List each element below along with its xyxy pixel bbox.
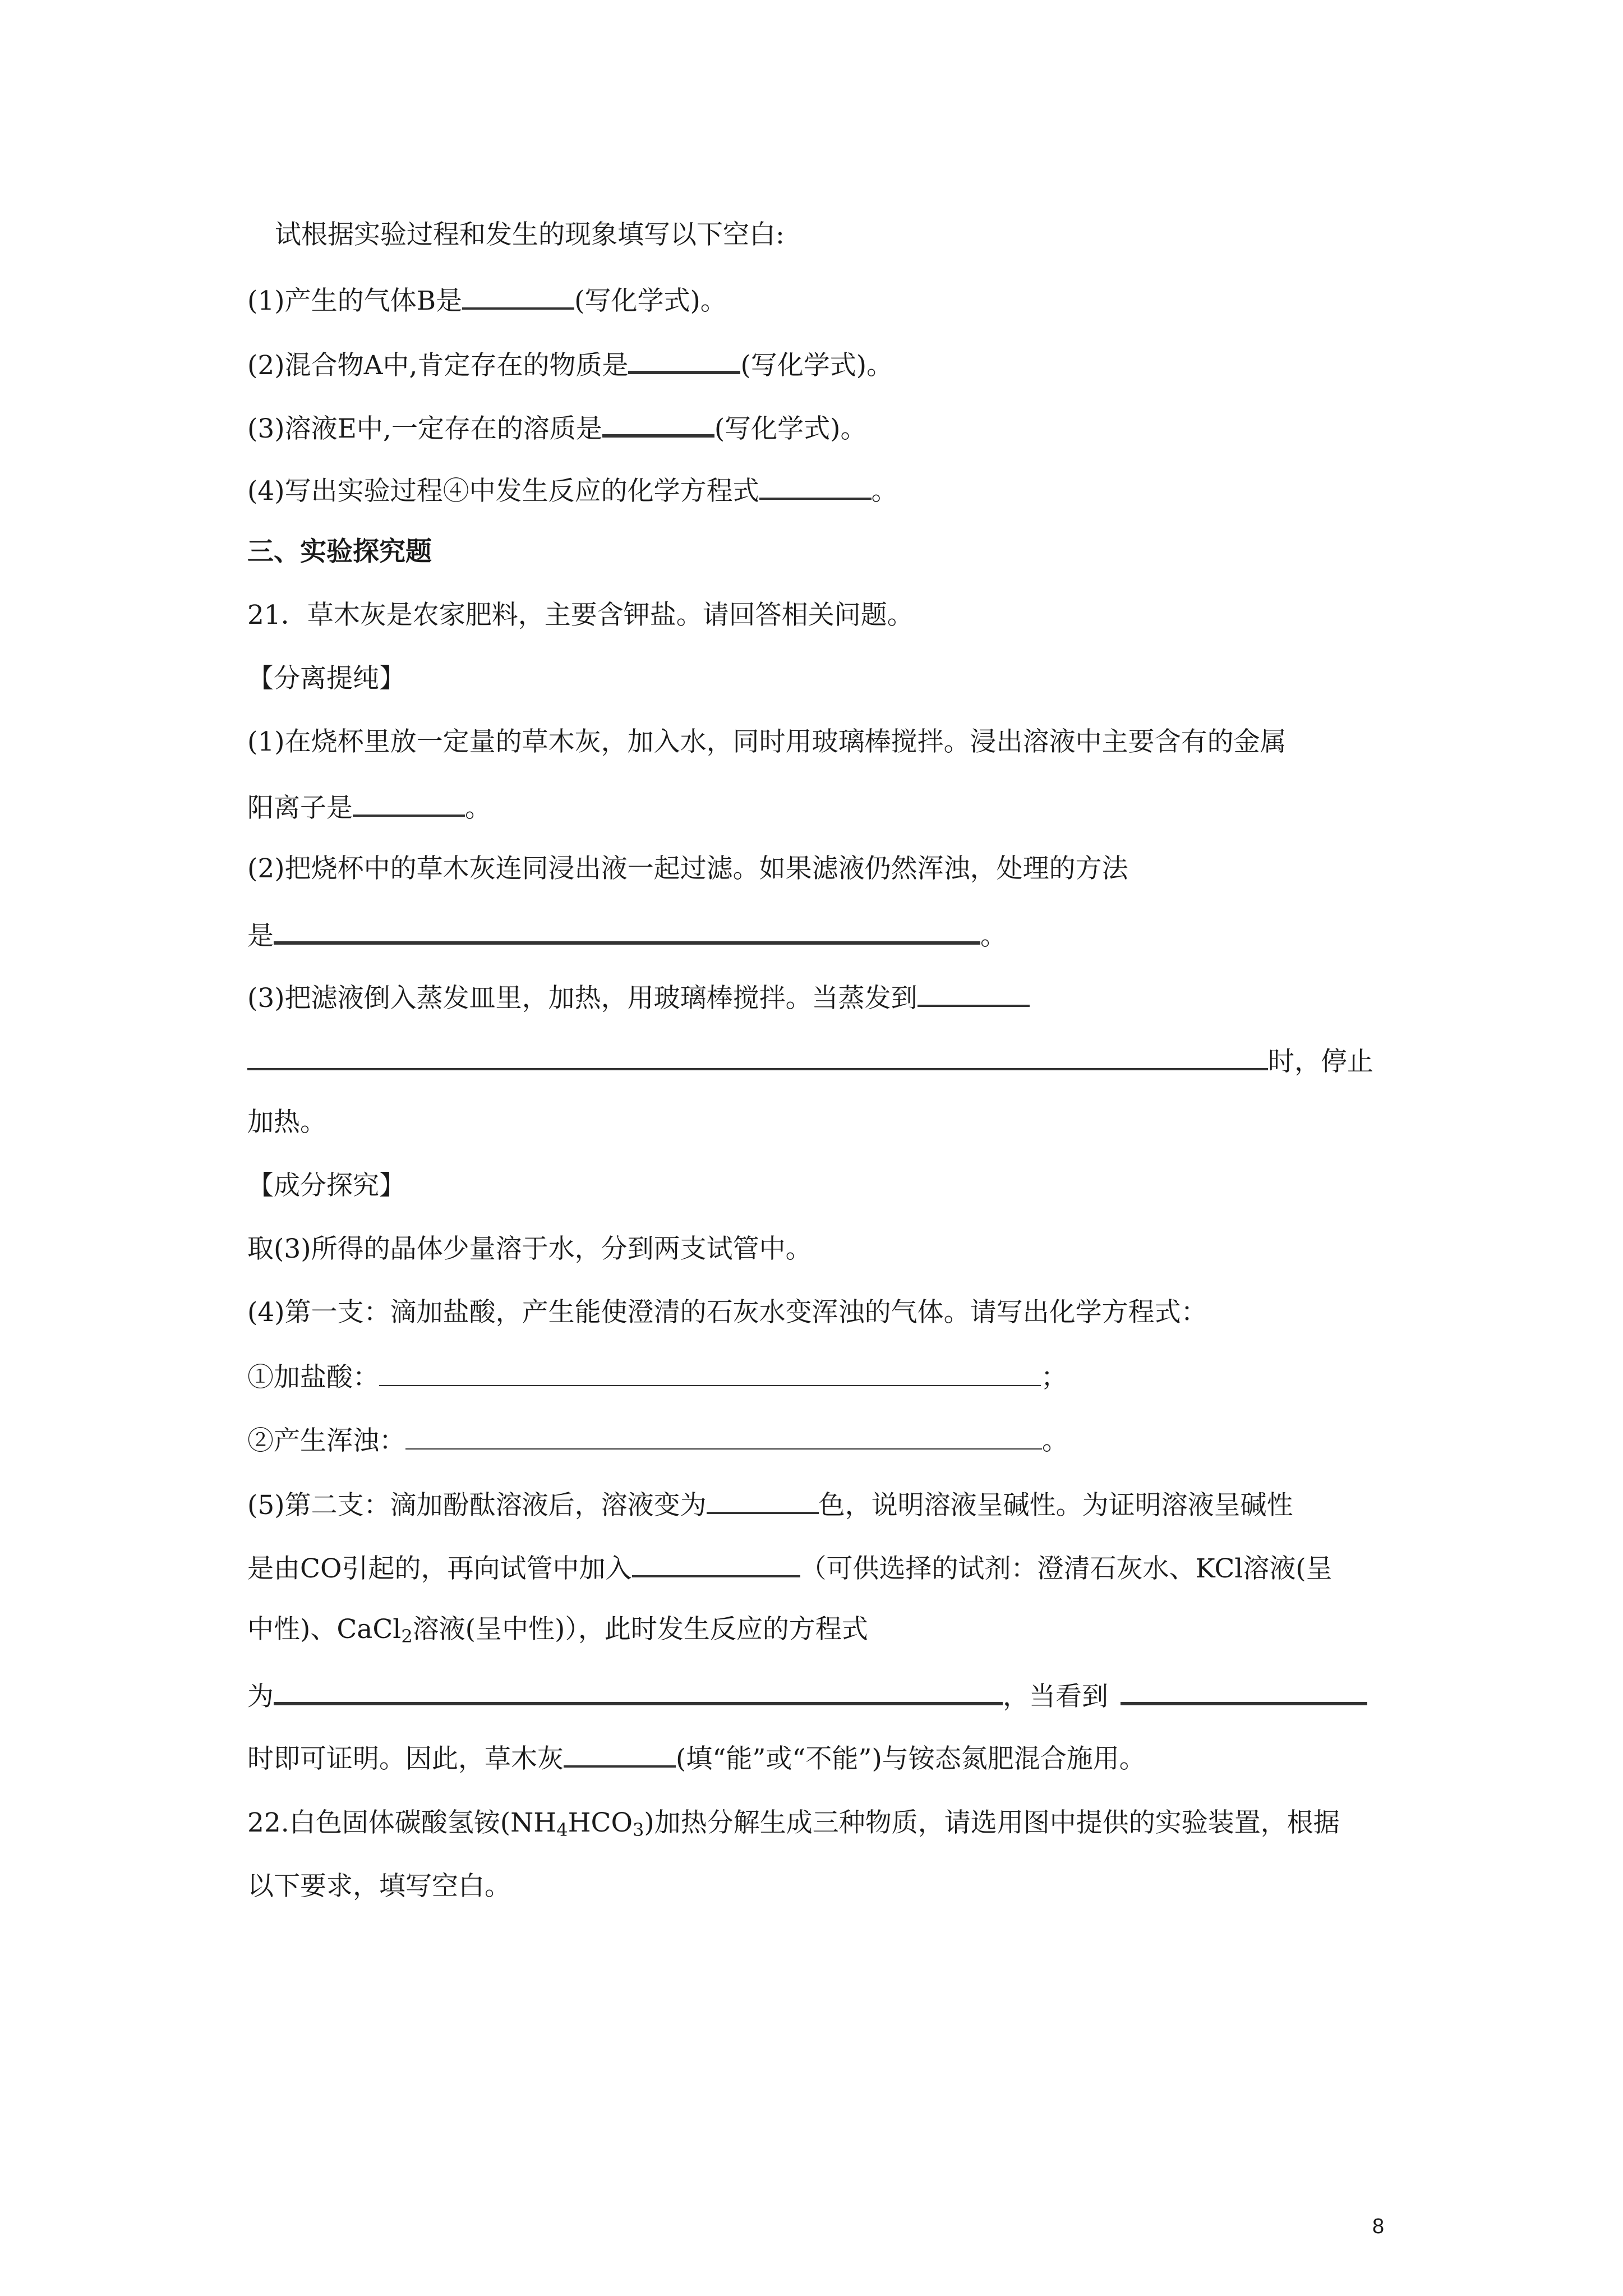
answer-blank[interactable] — [707, 1489, 819, 1514]
answer-blank[interactable] — [917, 982, 1030, 1007]
intro-text: 试根据实验过程和发生的现象填写以下空白: — [275, 219, 785, 250]
question-3: (3)溶液E中,一定存在的溶质是 (写化学式)。 — [247, 412, 867, 442]
q21-part1-line1: (1)在烧杯里放一定量的草木灰，加入水，同时用玻璃棒搅拌。浸出溶液中主要含有的金属 — [247, 726, 1287, 757]
answer-blank[interactable] — [462, 285, 574, 310]
question-4: (4)写出实验过程④中发生反应的化学方程式 。 — [247, 476, 898, 507]
q21-part2-line1: (2)把烧杯中的草木灰连同浸出液一起过滤。如果滤液仍然浑浊，处理的方法 — [247, 853, 1128, 884]
answer-blank[interactable] — [405, 1426, 1042, 1450]
q21-part5-line4: 为 ，当看到 — [247, 1680, 1367, 1710]
q21-part1-line2: 阳离子是 。 — [247, 793, 491, 823]
answer-blank[interactable] — [1121, 1680, 1367, 1705]
composition-title: 【成分探究】 — [247, 1170, 405, 1201]
q21-part5-line3: 中性)、CaCl$_2$溶液(呈中性)），此时发生反应的方程式 — [247, 1614, 868, 1647]
answer-blank[interactable] — [247, 1046, 1268, 1070]
q21-part4: (4)第一支：滴加盐酸，产生能使澄清的石灰水变浑浊的气体。请写出化学方程式： — [247, 1297, 1207, 1328]
q21-part5-line5: 时即可证明。因此，草木灰 (填“能”或“不能”)与铵态氮肥混合施用。 — [247, 1743, 1146, 1774]
answer-blank[interactable] — [602, 412, 714, 438]
q21-part4-b: ②产生浑浊： 。 — [247, 1425, 1068, 1456]
q22-line2: 以下要求，填写空白。 — [247, 1871, 511, 1902]
answer-blank[interactable] — [274, 919, 980, 945]
q21-part3-line3: 加热。 — [247, 1107, 326, 1138]
q21-part3-line1: (3)把滤液倒入蒸发皿里，加热，用玻璃棒搅拌。当蒸发到 — [247, 982, 1030, 1011]
question-2: (2)混合物A中,肯定存在的物质是 (写化学式)。 — [247, 348, 893, 379]
q21-part3-line2: 时，停止 — [247, 1046, 1373, 1075]
answer-blank[interactable] — [628, 348, 740, 374]
answer-blank[interactable] — [274, 1680, 1003, 1705]
answer-blank[interactable] — [379, 1363, 1041, 1386]
q21-part5-line2: 是由CO引起的，再向试管中加入 （可供选择的试剂：澄清石灰水、KCl溶液(呈 — [247, 1553, 1332, 1584]
q22-line1: 22.白色固体碳酸氢铵$(NH_4HCO_3)$加热分解生成三种物质，请选用图中提供的实验装置，根据 — [247, 1807, 1340, 1841]
q21-part4-a: ①加盐酸： ； — [247, 1362, 1067, 1393]
answer-blank[interactable] — [632, 1553, 800, 1577]
q21-stem: 21．草木灰是农家肥料，主要含钾盐。请回答相关问题。 — [247, 600, 914, 631]
section-heading: 三、实验探究题 — [247, 536, 432, 567]
q21-part5-line1: (5)第二支：滴加酚酞溶液后，溶液变为 色，说明溶液呈碱性。为证明溶液呈碱性 — [247, 1490, 1293, 1521]
answer-blank[interactable] — [353, 792, 465, 817]
q21-part2-line2: 是 。 — [247, 919, 1007, 949]
answer-blank[interactable] — [564, 1743, 676, 1768]
answer-blank[interactable] — [759, 475, 872, 500]
question-1: (1)产生的气体B是 (写化学式)。 — [247, 286, 727, 316]
q21-take: 取(3)所得的晶体少量溶于水，分到两支试管中。 — [247, 1234, 812, 1264]
page-number: 8 — [1372, 2215, 1385, 2238]
separation-title: 【分离提纯】 — [247, 663, 405, 694]
